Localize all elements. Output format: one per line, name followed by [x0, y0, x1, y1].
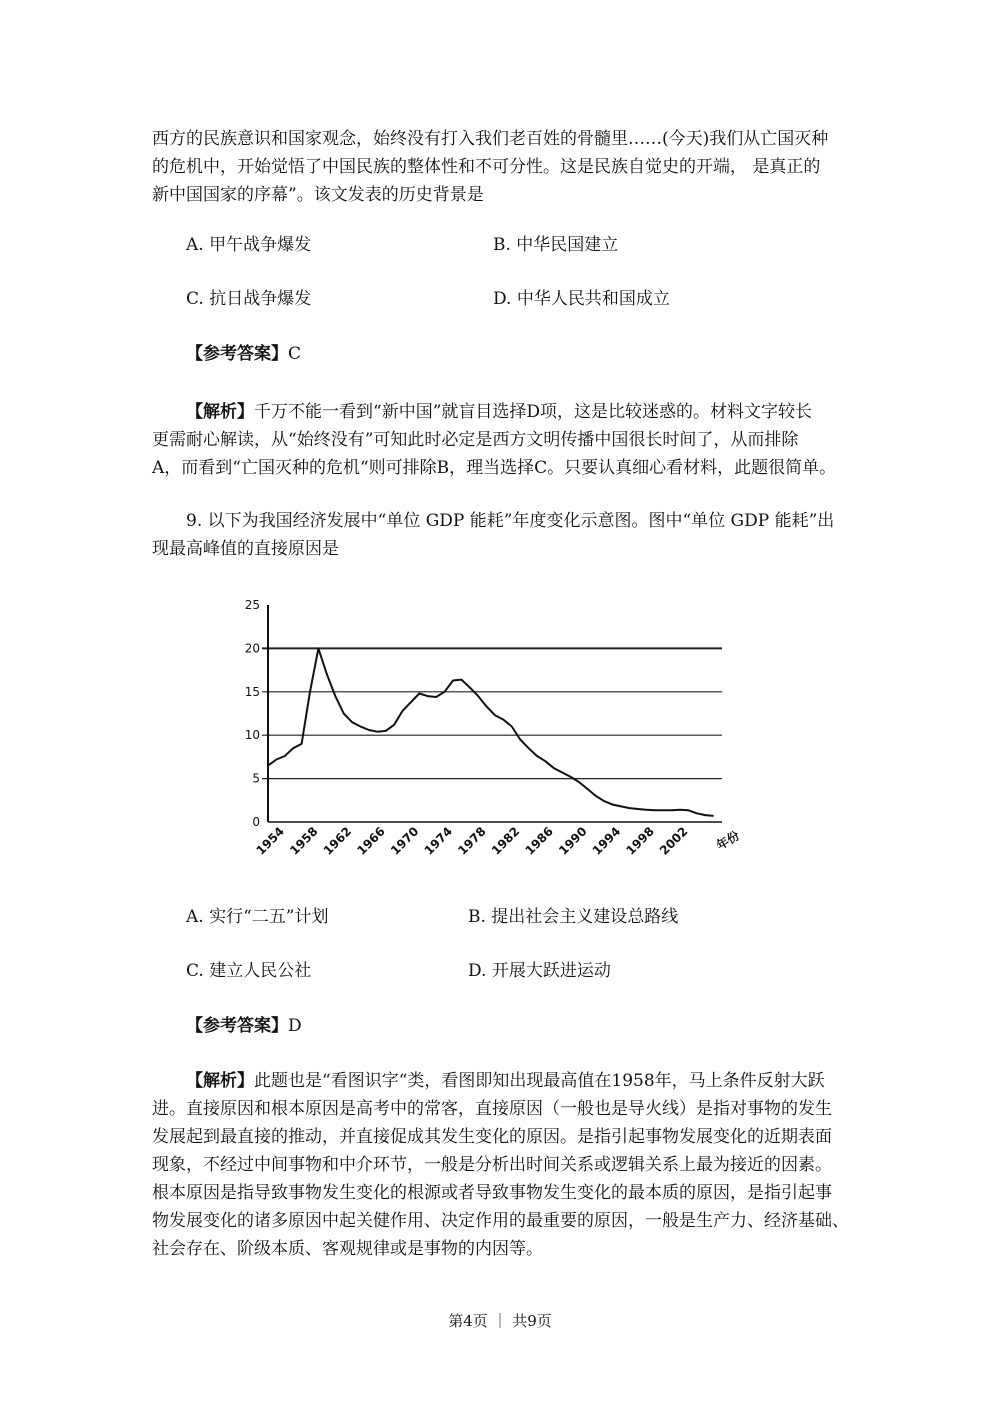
answer-label: 【参考答案】: [186, 344, 288, 364]
chart-y-ticks: [245, 598, 260, 829]
x-tick-label: 1998: [623, 824, 657, 858]
answer-value: D: [288, 1016, 302, 1036]
analysis-label: 【解析】: [186, 402, 254, 422]
y-tick-label: 25: [244, 598, 260, 612]
x-tick-label: 2002: [656, 824, 691, 858]
q9-stem-line: 9. 以下为我国经济发展中“单位 GDP 能耗”年度变化示意图。图中“单位 GDP 能耗”出: [186, 511, 835, 531]
x-tick-label: 1982: [488, 824, 523, 858]
q8-analysis-line: A，而看到“亡国灭种的危机“则可排除B，理当选择C。只要认真细心看材料，此题很简单。: [152, 458, 837, 478]
q9-option-a: A. 实行“二五”计划: [186, 907, 329, 927]
q8-option-a: A. 甲午战争爆发: [186, 235, 312, 255]
x-tick-label: 1954: [253, 824, 287, 858]
y-tick-label: 5: [252, 771, 260, 786]
q8-analysis: [152, 398, 852, 482]
q9-analysis-line: 物发展变化的诸多原因中起关健作用、决定作用的最重要的原因，一般是生产力、经济基础、: [152, 1211, 849, 1231]
q9-answer: [186, 1014, 302, 1038]
q8-stem-line: 西方的民族意识和国家观念，始终没有打入我们老百姓的骨髓里……(今天)我们从亡国灭种: [152, 129, 829, 149]
q9-analysis-line: [152, 1067, 852, 1095]
x-tick-label: 1974: [421, 824, 456, 858]
page-footer: 第4页 ｜ 共9页: [448, 1312, 552, 1330]
q9-analysis: [152, 1067, 852, 1263]
q9-stem-line: 现最高峰值的直接原因是: [152, 539, 339, 559]
q8-stem-line: 的危机中，开始觉悟了中国民族的整体性和不可分性。这是民族自觉史的开端， 是真正的: [152, 157, 821, 177]
q9-analysis-line: 根本原因是指导致事物发生变化的根源或者导致事物发生变化的最本质的原因，是指引起事: [152, 1183, 832, 1203]
q9-option-d: D. 开展大跃进运动: [468, 961, 611, 981]
chart-x-ticks: [253, 824, 741, 858]
q9-stem: [152, 507, 852, 563]
analysis-text: 此题也是“看图识字“类，看图即知出现最高值在1958年，马上条件反射大跃: [254, 1071, 825, 1091]
x-tick-label: 1962: [320, 824, 355, 858]
q8-stem-line: 新中国国家的序幕”。该文发表的历史背景是: [152, 185, 484, 205]
x-tick-label: 1958: [287, 824, 321, 858]
x-tick-label: 1986: [522, 824, 556, 858]
q9-analysis-line: 社会存在、阶级本质、客观规律或是事物的内因等。: [152, 1239, 543, 1259]
x-tick-label: 1994: [589, 824, 624, 858]
answer-label: 【参考答案】: [186, 1016, 288, 1036]
q8-stem: [152, 125, 852, 209]
y-tick-label: 20: [244, 641, 260, 656]
q8-analysis-line: [152, 398, 852, 426]
q9-option-b: B. 提出社会主义建设总路线: [468, 907, 679, 927]
answer-value: C: [288, 344, 302, 364]
q9-analysis-line: 进。直接原因和根本原因是高考中的常客，直接原因（一般也是导火线）是指对事物的发生: [152, 1099, 832, 1119]
q8-answer: [186, 342, 301, 366]
q8-analysis-line: 更需耐心解读，从“始终没有”可知此时必定是西方文明传播中国很长时间了，从而排除: [152, 430, 799, 450]
q9-analysis-line: 现象，不经过中间事物和中介环节，一般是分析出时间关系或逻辑关系上最为接近的因素。: [152, 1155, 832, 1175]
analysis-text: 千万不能一看到“新中国”就盲目选择D项，这是比较迷惑的。材料文字较长: [254, 402, 813, 422]
x-tick-label: 1978: [455, 824, 489, 858]
y-tick-label: 0: [252, 815, 260, 829]
q8-option-b: B. 中华民国建立: [493, 235, 619, 255]
q9-option-c: C. 建立人民公社: [186, 961, 312, 981]
x-tick-label: 1990: [556, 824, 590, 858]
series-line: [268, 648, 714, 816]
x-axis-label: 年份: [714, 828, 742, 853]
x-tick-label: 1966: [354, 824, 388, 858]
q8-option-c: C. 抗日战争爆发: [186, 289, 312, 309]
q8-option-d: D. 中华人民共和国成立: [493, 289, 670, 309]
x-tick-label: 1970: [387, 824, 422, 858]
q9-analysis-line: 发展起到最直接的推动，并直接促成其发生变化的原因。是指引起事物发展变化的近期表面: [152, 1127, 832, 1147]
gdp-energy-chart: [240, 595, 760, 870]
analysis-label: 【解析】: [186, 1071, 254, 1091]
y-tick-label: 15: [244, 684, 260, 699]
chart-series: [268, 648, 714, 816]
y-tick-label: 10: [244, 728, 260, 743]
chart-axes: [268, 605, 722, 822]
